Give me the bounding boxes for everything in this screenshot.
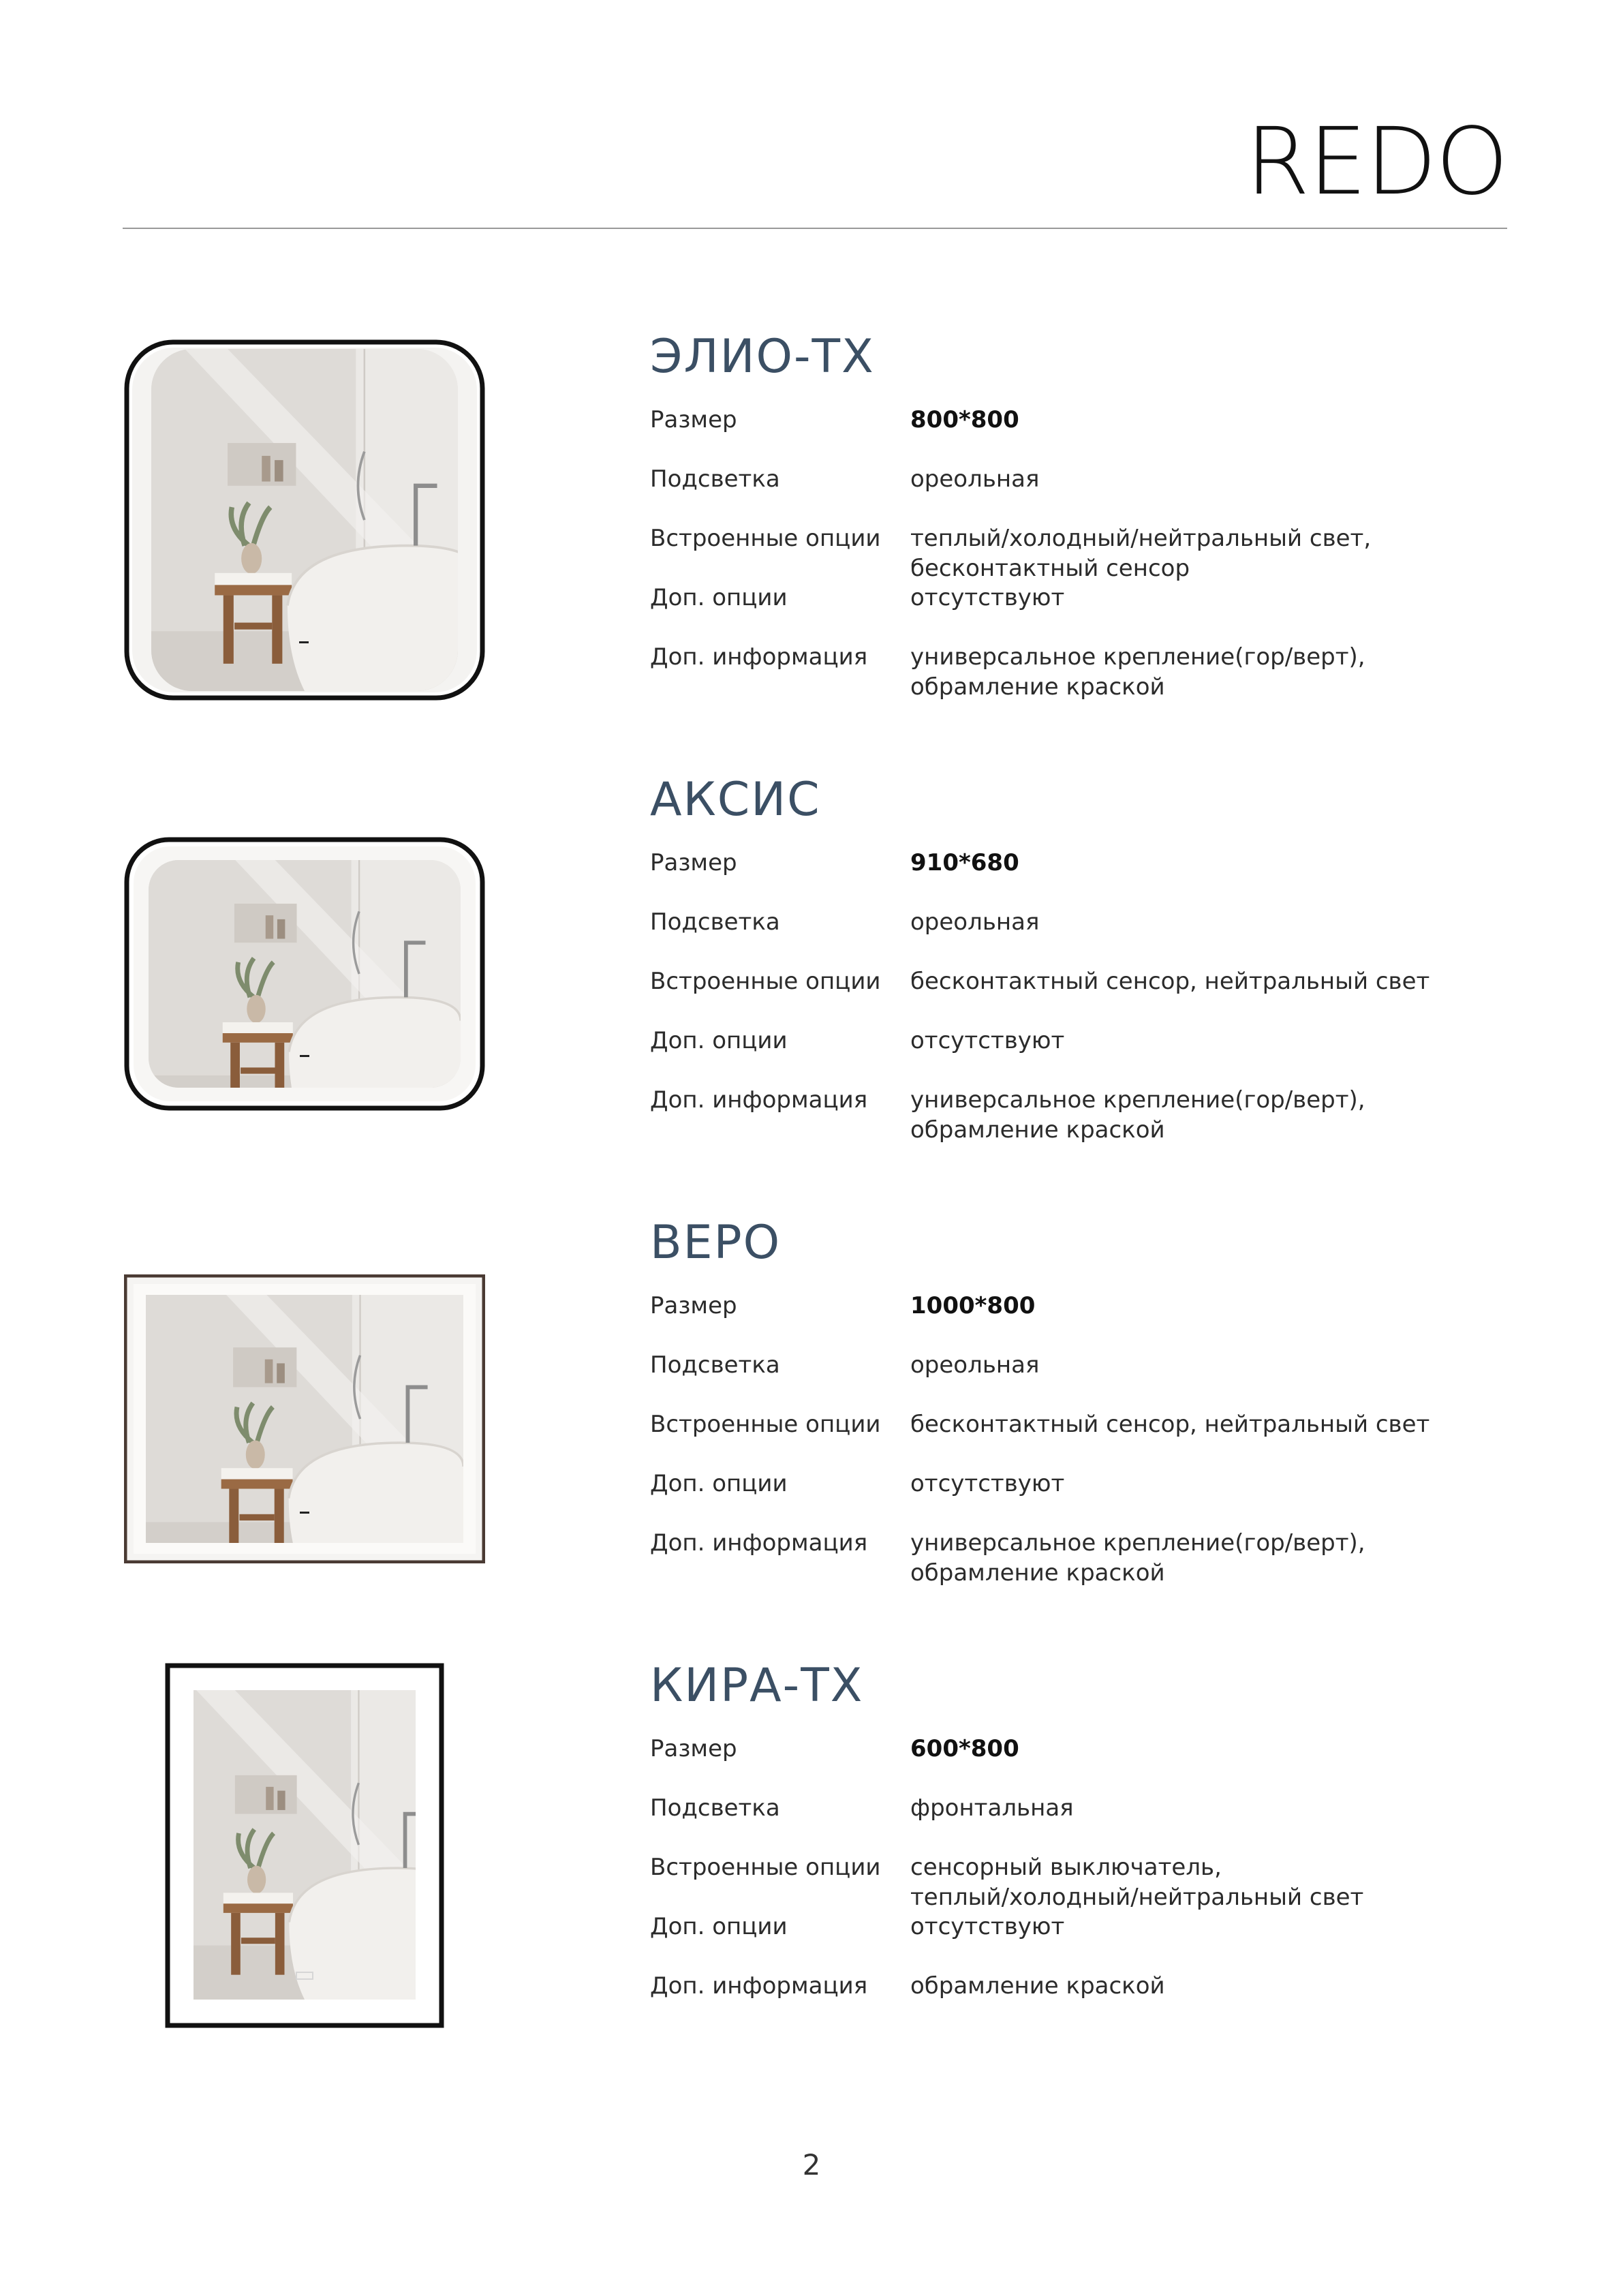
mirror-image-vero	[124, 1274, 485, 1563]
spec-label: Встроенные опции	[650, 525, 881, 552]
header-divider	[123, 228, 1507, 229]
spec-label: Доп. информация	[650, 643, 868, 671]
spec-label: Доп. опции	[650, 1470, 788, 1497]
spec-label: Доп. опции	[650, 1027, 788, 1054]
spec-value-size: 800*800	[910, 406, 1019, 433]
spec-value: обрамление краской	[910, 1972, 1165, 2000]
spec-label: Доп. информация	[650, 1972, 868, 2000]
spec-label: Доп. информация	[650, 1529, 868, 1557]
spec-label: Встроенные опции	[650, 968, 881, 995]
spec-label: Подсветка	[650, 465, 780, 493]
spec-label: Подсветка	[650, 1351, 780, 1379]
spec-label: Встроенные опции	[650, 1411, 881, 1438]
spec-label: Доп. опции	[650, 1913, 788, 1940]
spec-value: фронтальная	[910, 1794, 1074, 1822]
spec-label: Доп. опции	[650, 584, 788, 611]
spec-value: отсутствуют	[910, 1027, 1065, 1054]
spec-value-size: 910*680	[910, 849, 1019, 876]
page-number: 2	[802, 2148, 821, 2182]
spec-value-size: 600*800	[910, 1735, 1019, 1762]
spec-label: Размер	[650, 1735, 737, 1762]
spec-value: универсальное крепление(гор/верт), обрамление краской	[910, 643, 1365, 701]
spec-value: бесконтактный сенсор, нейтральный свет	[910, 1411, 1430, 1438]
spec-label: Размер	[650, 849, 737, 876]
spec-label: Подсветка	[650, 1794, 780, 1822]
product-title: АКСИС	[650, 773, 821, 827]
spec-value: ореольная	[910, 465, 1040, 493]
spec-label: Встроенные опции	[650, 1854, 881, 1881]
spec-value: теплый/холодный/нейтральный свет, бесконтактный сенсор	[910, 525, 1372, 582]
brand-logo: REDO	[1245, 108, 1507, 216]
spec-value: ореольная	[910, 908, 1040, 936]
spec-value: бесконтактный сенсор, нейтральный свет	[910, 968, 1430, 995]
mirror-image-elio	[124, 339, 485, 701]
spec-label: Подсветка	[650, 908, 780, 936]
mirror-image-axis	[124, 837, 485, 1111]
spec-label: Размер	[650, 1292, 737, 1319]
spec-value: отсутствуют	[910, 1470, 1065, 1497]
spec-label: Доп. информация	[650, 1086, 868, 1114]
spec-value: отсутствуют	[910, 584, 1065, 611]
spec-value-size: 1000*800	[910, 1292, 1036, 1319]
mirror-image-kira	[165, 1663, 444, 2028]
product-title: КИРА-ТХ	[650, 1659, 864, 1713]
product-title: ВЕРО	[650, 1216, 782, 1270]
product-title: ЭЛИО-ТХ	[650, 330, 875, 384]
spec-value: ореольная	[910, 1351, 1040, 1379]
spec-value: универсальное крепление(гор/верт), обрамление краской	[910, 1086, 1365, 1144]
spec-value: отсутствуют	[910, 1913, 1065, 1940]
spec-value: сенсорный выключатель, теплый/холодный/нейтральный свет	[910, 1854, 1364, 1911]
spec-label: Размер	[650, 406, 737, 433]
spec-value: универсальное крепление(гор/верт), обрамление краской	[910, 1529, 1365, 1587]
